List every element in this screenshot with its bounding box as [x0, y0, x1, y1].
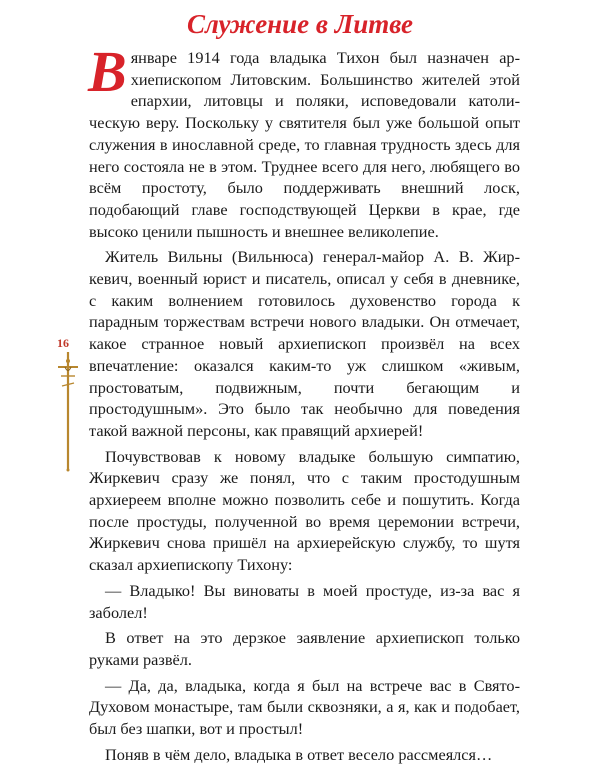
article-body [88, 39, 520, 770]
drop-cap: В [88, 39, 127, 104]
paragraph-1 [88, 39, 520, 242]
chapter-title: Служение в Литве [187, 9, 413, 39]
paragraph-1-text: январе 1914 года владыка Тихон был назначен архиепископом Литовским. Большинство жителей этой епархии, литовцы и поляки, исповедовали католическую веру. Поскольку у святителя был уже большой опыт служения в инославной среде, то главная трудность здесь для него состояла не в этом. Труднее всего для него, любящего во всём простоту, было поддерживать внешний лоск, подобающий главе господствующей Церкви в крае, где высоко ценили пышность и внешнее великолепие. [89, 48, 520, 241]
paragraph-6: — Да, да, владыка, когда я был на встрече вас в Свято-Духовом монастыре, там были сквозняки, а я, как и подобает, был без шапки, вот и простыл! [89, 675, 520, 739]
paragraph-4: — Владыко! Вы виноваты в моей простуде, из-за вас я заболел! [89, 580, 520, 622]
paragraph-7: Поняв в чём дело, владыка в ответ весело рассмеялся… [105, 744, 493, 764]
page-number: 16 [57, 336, 69, 350]
paragraph-2: Житель Вильны (Вильнюса) генерал-майор А. В. Жиркевич, военный юрист и писатель, описал у себя в дневнике, с каким волнением готовилось духовенство города к парадным торжествам встречи нового владыки. Он отмечает, какое странное новый архиепископ произвёл на всех впечатление: оказался каким-то уж слишком «живым, простоватым, подвижным, почти бегающим и простодушным». Это было так необычно для поведения такой важной персоны, как правящий архиерей! [89, 247, 520, 440]
crucifix-icon [54, 352, 84, 472]
paragraph-5: В ответ на это дерзкое заявление архиепископ только руками развёл. [89, 628, 520, 669]
paragraph-3: Почувствовав к новому владыке большую симпатию, Жиркевич сразу же понял, что с таким простодушным архиереем вполне можно позволить себе и пошутить. Когда после простуды, полученной во время церемонии встречи, Жиркевич снова пришёл на архиерейскую службу, то шутя сказал архиепископу Тихону: [89, 446, 520, 575]
